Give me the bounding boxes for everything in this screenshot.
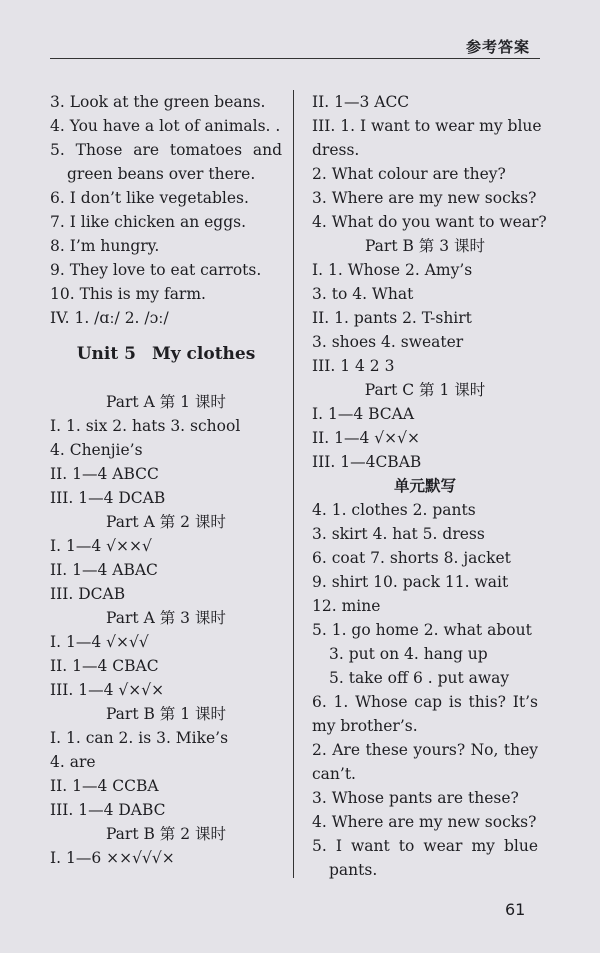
answer-line: III. DCAB	[50, 585, 126, 603]
section-heading: 单元默写	[393, 476, 456, 495]
section-heading: Part B 第 2 课时	[105, 825, 227, 843]
answer-line: II. 1—4 √×√×	[312, 429, 420, 447]
header-rule	[50, 58, 540, 59]
answer-line: 5. 1. go home 2. what about	[312, 621, 532, 639]
answer-line: 6. I don’t like vegetables.	[50, 189, 249, 207]
right-column	[312, 90, 547, 882]
answer-line: 2. Are these yours? No, they	[312, 741, 538, 759]
answer-line: IV. 1. /ɑː/ 2. /ɔː/	[50, 309, 169, 327]
answer-line: 7. I like chicken an eggs.	[50, 213, 246, 231]
answer-line: 3. to 4. What	[312, 285, 414, 303]
answer-line: 5. Those are tomatoes and	[50, 141, 282, 159]
page-number: 61	[505, 900, 526, 919]
section-heading: Part A 第 1 课时	[106, 393, 226, 411]
answer-line: I. 1. can 2. is 3. Mike’s	[50, 729, 229, 747]
answer-line: III. 1—4 DCAB	[50, 489, 166, 507]
column-divider	[293, 90, 294, 878]
answer-line: 2. What colour are they?	[312, 165, 506, 183]
section-heading: Part B 第 1 课时	[105, 705, 227, 723]
answer-line: 8. I’m hungry.	[50, 237, 160, 255]
answer-line: II. 1—4 CCBA	[50, 777, 159, 795]
answer-line: 3. shoes 4. sweater	[312, 333, 464, 351]
answer-line: III. 1—4 √×√×	[50, 681, 165, 699]
unit-name: My clothes	[151, 344, 256, 364]
section-heading: Part A 第 2 课时	[106, 513, 226, 531]
answer-line: 9. They love to eat carrots.	[50, 261, 262, 279]
section-heading: Part C 第 1 课时	[364, 381, 486, 399]
answer-line: I. 1. six 2. hats 3. school	[50, 417, 241, 435]
answer-line: III. 1 4 2 3	[312, 357, 395, 375]
answer-line: II. 1. pants 2. T-shirt	[312, 309, 472, 327]
answer-line: pants.	[329, 861, 378, 879]
answer-line: 6. coat 7. shorts 8. jacket	[312, 549, 511, 567]
answer-line: III. 1—4 DABC	[50, 801, 166, 819]
answer-line: II. 1—4 ABAC	[50, 561, 158, 579]
answer-line: 4. 1. clothes 2. pants	[312, 501, 476, 519]
answer-line: 3. Look at the green beans.	[50, 93, 266, 111]
header-label: 参考答案	[466, 38, 531, 56]
answer-line: my brother’s.	[312, 717, 418, 735]
section-heading: Part A 第 3 课时	[106, 609, 226, 627]
answer-line: 5. take off 6 . put away	[329, 669, 510, 687]
answer-line: green beans over there.	[67, 165, 256, 183]
answer-line: III. 1—4CBAB	[312, 453, 422, 471]
answer-line: I. 1—4 √×√√	[50, 633, 149, 651]
answer-line: I. 1—4 √××√	[50, 537, 152, 555]
answer-line: 4. What do you want to wear?	[312, 213, 547, 231]
answer-line: I. 1. Whose 2. Amy’s	[312, 261, 473, 279]
unit-number: Unit 5	[76, 344, 136, 364]
answer-line: I. 1—6 ××√√√×	[50, 849, 175, 867]
answer-line: 6. 1. Whose cap is this? It’s	[312, 693, 538, 711]
answer-line: I. 1—4 BCAA	[312, 405, 415, 423]
answer-line: 3. Where are my new socks?	[312, 189, 537, 207]
answer-line: 3. put on 4. hang up	[329, 645, 488, 663]
answer-line: 5. I want to wear my blue	[312, 837, 538, 855]
answer-line: II. 1—4 ABCC	[50, 465, 159, 483]
answer-line: II. 1—3 ACC	[312, 93, 410, 111]
answer-line: 9. shirt 10. pack 11. wait	[312, 573, 509, 591]
unit-title	[50, 330, 282, 378]
answer-line: 10. This is my farm.	[50, 285, 206, 303]
answer-line: 4. Chenjie’s	[50, 441, 143, 459]
answer-line: II. 1—4 CBAC	[50, 657, 159, 675]
answer-line: 3. skirt 4. hat 5. dress	[312, 525, 485, 543]
answer-line: can’t.	[312, 765, 356, 783]
answer-line: 3. Whose pants are these?	[312, 789, 519, 807]
answer-line: 4. Where are my new socks?	[312, 813, 537, 831]
section-heading: Part B 第 3 课时	[364, 237, 486, 255]
answer-line: 4. You have a lot of animals. .	[50, 117, 281, 135]
answer-line: III. 1. I want to wear my blue	[312, 117, 542, 135]
answer-line: 4. are	[50, 753, 96, 771]
left-column	[50, 90, 282, 870]
answer-line: dress.	[312, 141, 360, 159]
answer-line: 12. mine	[312, 597, 381, 615]
